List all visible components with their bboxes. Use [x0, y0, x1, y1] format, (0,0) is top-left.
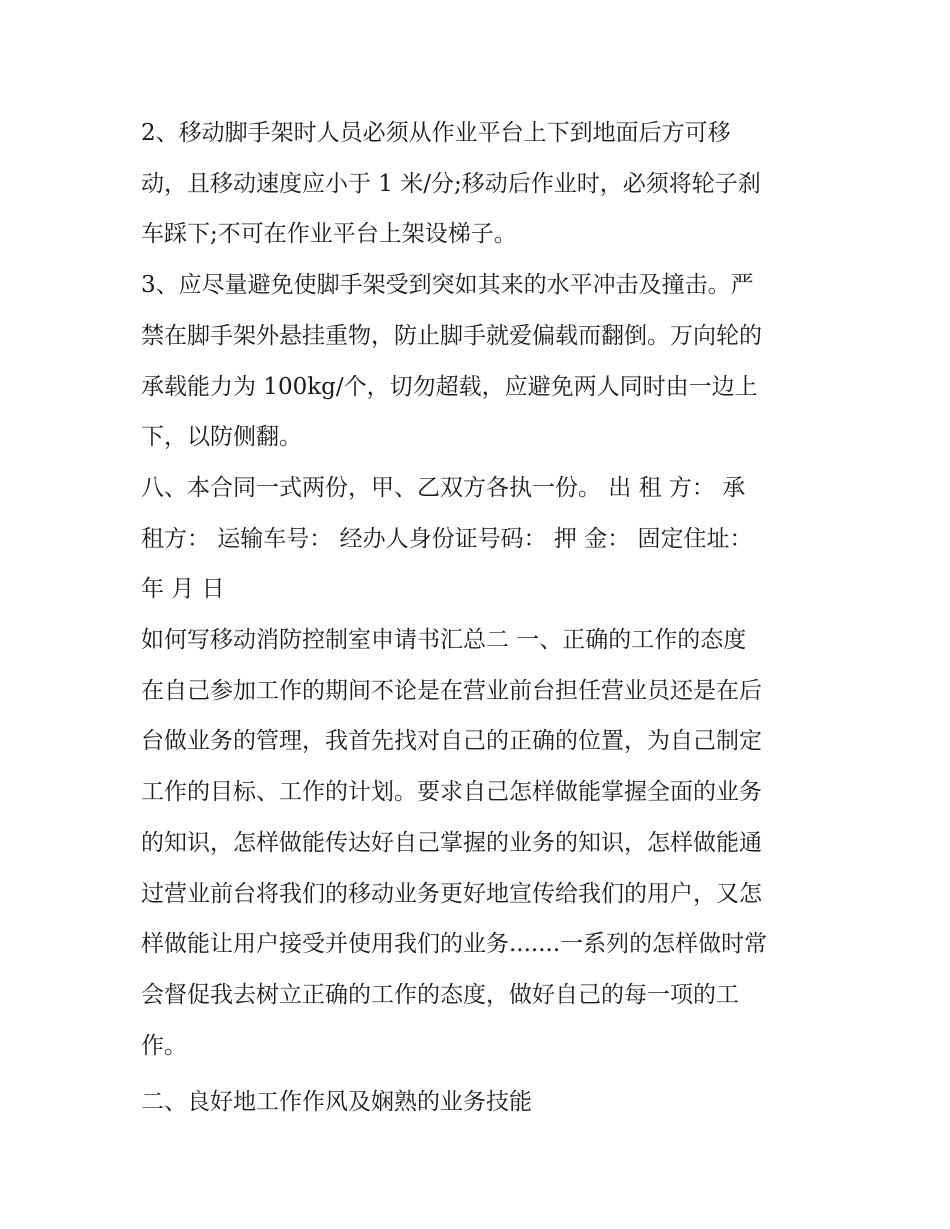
- text-line: 过营业前台将我们的移动业务更好地宣传给我们的用户，又怎: [141, 880, 762, 907]
- text-line: 样做能让用户接受并使用我们的业务.......一系列的怎样做时常: [141, 931, 768, 958]
- text-line: 二、良好地工作作风及娴熟的业务技能: [141, 1089, 532, 1116]
- paragraph-scaffold-safety: [141, 260, 813, 463]
- text-line: 在自己参加工作的期间不论是在营业前台担任营业员还是在后: [141, 677, 762, 704]
- text-line: 动，且移动速度应小于 1 米/分;移动后作业时，必须将轮子刹: [141, 170, 761, 197]
- text-line: 的知识，怎样做能传达好自己掌握的业务的知识，怎样做能通: [141, 829, 762, 856]
- text-line: 租方： 运输车号： 经办人身份证号码： 押 金： 固定住址：: [141, 525, 753, 552]
- text-line: 年 月 日: [141, 576, 225, 603]
- text-line: 下，以防侧翻。: [141, 424, 302, 451]
- text-line: 工作的目标、工作的计划。要求自己怎样做能掌握全面的业务: [141, 779, 762, 806]
- text-line: 2、移动脚手架时人员必须从作业平台上下到地面后方可移: [141, 120, 731, 146]
- text-line: 台做业务的管理，我首先找对自己的正确的位置，为自己制定: [141, 728, 762, 755]
- text-line: 如何写移动消防控制室申请书汇总二 一、正确的工作的态度: [141, 627, 747, 654]
- text-line: 承载能力为 100kg/个，切勿超载，应避免两人同时由一边上: [141, 373, 758, 400]
- text-line: 车踩下;不可在作业平台上架设梯子。: [141, 221, 517, 248]
- text-line: 作。: [141, 1032, 187, 1059]
- section-heading: [141, 1077, 813, 1128]
- text-line: 3、应尽量避免使脚手架受到突如其来的水平冲击及撞击。严: [141, 272, 754, 299]
- text-line: 会督促我去树立正确的工作的态度，做好自己的每一项的工: [141, 981, 739, 1008]
- text-line: 禁在脚手架外悬挂重物，防止脚手就爱偏载而翻倒。万向轮的: [141, 322, 762, 349]
- document-page: [141, 108, 813, 1128]
- paragraph-contract-signature: [141, 463, 813, 615]
- paragraph-work-attitude: [141, 615, 813, 1071]
- paragraph-scaffold-rules: [141, 108, 813, 260]
- text-line: 八、本合同一式两份，甲、乙双方各执一份。 出 租 方： 承: [141, 474, 746, 501]
